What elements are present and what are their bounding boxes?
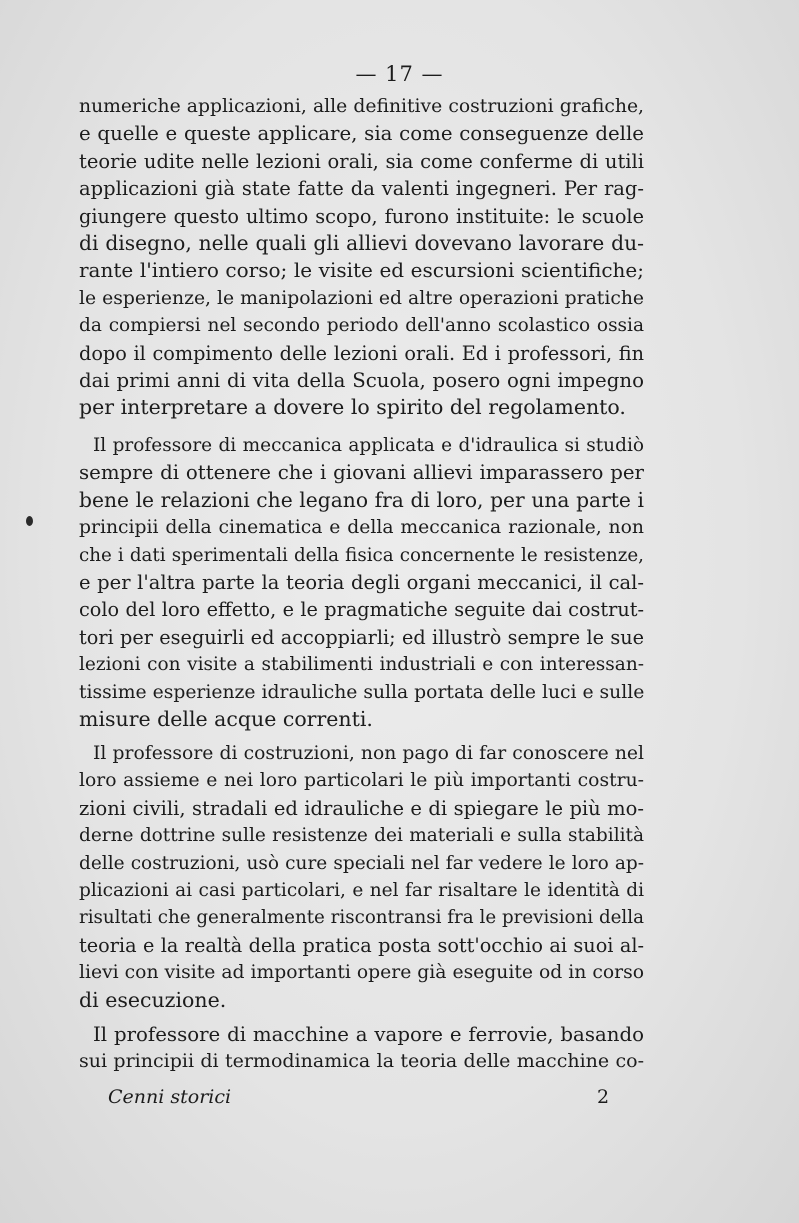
text-line: Il professore di costruzioni, non pago di far conoscere nel bbox=[93, 743, 644, 764]
text-line: plicazioni ai casi particolari, e nel far risaltare le identità di bbox=[79, 880, 644, 902]
text-line: bene le relazioni che legano fra di loro, per una parte i bbox=[79, 487, 644, 512]
text-line: principii della cinematica e della meccanica razionale, non bbox=[79, 517, 644, 539]
text-line: teorie udite nelle lezioni orali, sia come conferme di utili bbox=[79, 149, 644, 173]
text-line: misure delle acque correnti. bbox=[79, 707, 373, 732]
page-footer bbox=[0, 1086, 799, 1116]
text-line: Il professore di macchine a vapore e ferrovie, basando bbox=[93, 1023, 644, 1046]
paragraph-1 bbox=[79, 93, 644, 422]
text-line: teoria e la realtà della pratica posta sott'occhio ai suoi al- bbox=[79, 933, 644, 957]
text-line: da compiersi nel secondo periodo dell'anno scolastico ossia bbox=[79, 315, 644, 337]
text-line: tori per eseguirli ed accoppiarli; ed illustrò sempre le sue bbox=[79, 625, 644, 649]
text-line: lievi con visite ad importanti opere già eseguite od in corso bbox=[79, 962, 644, 984]
text-line: dai primi anni di vita della Scuola, posero ogni impegno bbox=[79, 369, 644, 393]
text-line: di esecuzione. bbox=[79, 987, 227, 1012]
paragraph-2 bbox=[79, 432, 644, 733]
text-line: sempre di ottenere che i giovani allievi imparassero per bbox=[79, 461, 644, 485]
text-line: dopo il compimento delle lezioni orali. Ed i professori, fin bbox=[79, 341, 644, 365]
text-line: le esperienze, le manipolazioni ed altre operazioni pratiche bbox=[79, 287, 644, 309]
text-line: rante l'intiero corso; le visite ed escursioni scientifiche; bbox=[79, 258, 644, 283]
text-line: loro assieme e nei loro particolari le più importanti costru- bbox=[79, 770, 644, 792]
text-line: e per l'altra parte la teoria degli organi meccanici, il cal- bbox=[79, 571, 644, 595]
text-line: per interpretare a dovere lo spirito del regolamento. bbox=[79, 395, 626, 420]
text-line: che i dati sperimentali della fisica concernente le resistenze, bbox=[79, 544, 644, 566]
ink-speck bbox=[26, 516, 33, 526]
paragraph-3 bbox=[79, 740, 644, 1014]
text-line: zioni civili, stradali ed idrauliche e di spiegare le più mo- bbox=[79, 796, 644, 820]
signature-mark: 2 bbox=[597, 1086, 610, 1108]
text-line: Il professore di meccanica applicata e d'idraulica si studiò bbox=[93, 435, 644, 456]
text-line: di disegno, nelle quali gli allievi dovevano lavorare du- bbox=[79, 231, 644, 256]
text-line: colo del loro effetto, e le pragmatiche seguite dai costrut- bbox=[79, 598, 644, 622]
text-line: risultati che generalmente riscontransi fra le previsioni della bbox=[79, 907, 644, 929]
text-line: giungere questo ultimo scopo, furono instituite: le scuole bbox=[79, 204, 644, 228]
text-line: tissime esperienze idrauliche sulla portata delle luci e sulle bbox=[79, 681, 645, 703]
text-line: numeriche applicazioni, alle definitive costruzioni grafiche, bbox=[79, 96, 644, 117]
text-line: applicazioni già state fatte da valenti ingegneri. Per rag- bbox=[79, 177, 644, 201]
text-line: derne dottrine sulle resistenze dei materiali e sulla stabilità bbox=[79, 825, 644, 847]
text-line: sui principii di termodinamica la teoria delle macchine co- bbox=[79, 1050, 644, 1073]
page-number: — 17 — bbox=[355, 62, 444, 86]
running-title: Cenni storici bbox=[108, 1086, 232, 1108]
text-line: delle costruzioni, usò cure speciali nel far vedere le loro ap- bbox=[79, 852, 644, 874]
paragraph-4 bbox=[79, 1021, 644, 1076]
text-line: lezioni con visite a stabilimenti industriali e con interessan- bbox=[79, 654, 644, 676]
text-line: e quelle e queste applicare, sia come conseguenze delle bbox=[79, 122, 644, 146]
